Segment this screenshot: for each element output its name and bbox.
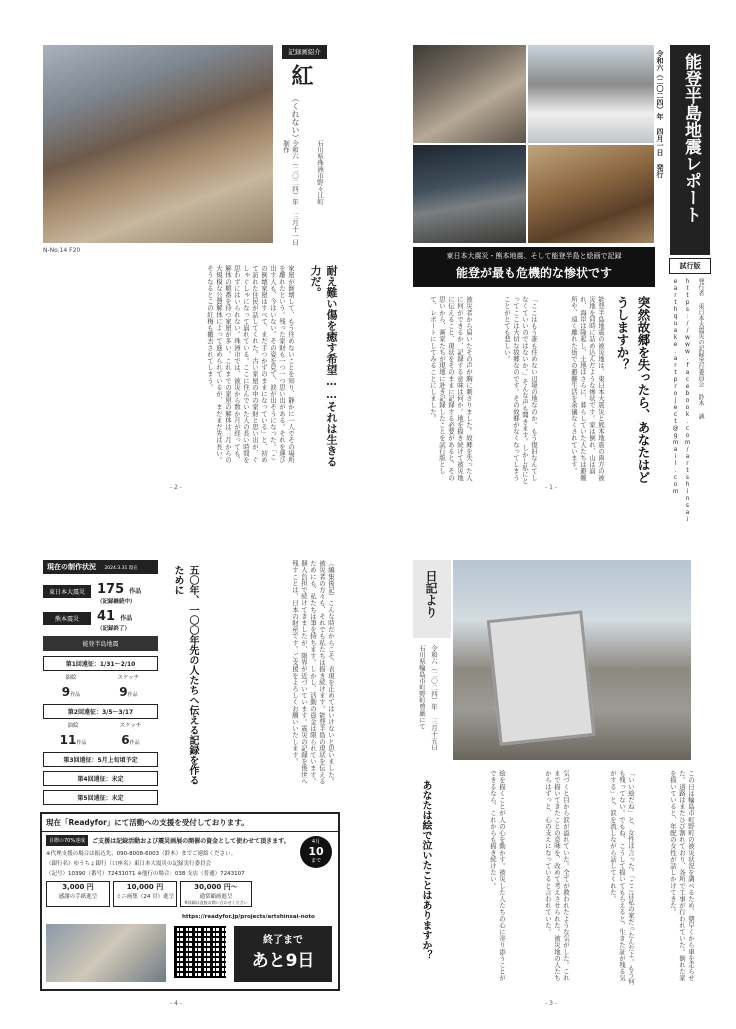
subhead: 東日本大震災・熊本地震、そして能登半島と絵画で記録 xyxy=(446,252,622,260)
p2-page-number: - 2 - xyxy=(170,484,182,491)
artwork-kurenai xyxy=(43,45,273,243)
status-row-east: 東日本大震災 175 作品 （記録継続中） xyxy=(43,579,158,603)
photo-painting-in-street xyxy=(453,560,691,760)
round3: 第3回遠征：5月上旬頃予定 xyxy=(43,752,158,767)
round2: 第2回遠征：3/5〜3/17 xyxy=(43,704,158,719)
p4-afterword: （編集後記）こんな時だからこそ、表現を止めてはいけないと思いました。被災者の方々も、それでも私たちは描き続けます。能登半島の現状を伝えるためにも、私たちは筆を持ちます。しかし、活動の資金は限られています。個人負担で続けてきましたが、限界が近づいています。震災の記録を後世へ残すことは、日本の財産です。ご支援をよろしくお願いいたします。 xyxy=(291,560,335,785)
artwork-title-reading: （くれない） xyxy=(291,94,300,142)
photo-collapsed-house xyxy=(413,45,526,143)
project-thumbnail xyxy=(46,924,166,982)
report-title: 能登半島地震レポート xyxy=(681,53,701,223)
subhead-band xyxy=(413,247,655,287)
trial-badge: 試行版 xyxy=(669,258,711,274)
ready-url[interactable]: https://readyfor.jp/projects/artshinsai-noto xyxy=(182,914,315,920)
readyfor-box xyxy=(40,812,340,991)
artwork-title: 紅 xyxy=(288,64,314,86)
p1-body-1: 能登半島地震の被災地は、東日本大震災と熊本地震の両方の被災地を同時に詰め込んだような惨状です。家は倒れ、山は崩れ、海岸は隆起し、土地はさらに、暮らしていた人たちは避難所や、遠く離れた街での避難生活を余儀なくされています。 xyxy=(570,296,605,481)
artwork-caption: N-No.14 F20 xyxy=(43,247,81,254)
round4: 第4回遠征：未定 xyxy=(43,771,158,786)
tier-row xyxy=(42,877,338,911)
deadline-badge: 4月 10 まで xyxy=(300,836,332,868)
qr-code[interactable] xyxy=(174,926,226,978)
p3-body-2: 「いい絵だね」と、女性は言った。「ここは私の家だったんだよ。もう何も残ってない。でもね、こうして描いてもらえると、生きた証が残る気がする」と、涙を流しながら話してくれた。 xyxy=(609,770,635,985)
p2-heading: 耐え難い傷を癒す希望……それは生きる力だ。 xyxy=(309,265,338,467)
noto-label: 能登半島地震 xyxy=(43,636,158,651)
bank-line-2: （記号）10390（番号）72431071 ※他行の場合：038 支店（普通）7243107 xyxy=(46,871,245,877)
status-panel xyxy=(43,560,158,810)
photo-coast-rubble xyxy=(413,145,526,243)
diary-question: あなたは絵で泣いたことはありますか？ xyxy=(420,780,431,960)
closing-statement: 五〇年、一〇〇年先の人たちへ伝える記録を作るために xyxy=(172,565,198,785)
artwork-place: 石川県珠洲市野々江町 xyxy=(316,140,324,205)
diary-place: 石川県輪島市町野町曽厳にて xyxy=(418,645,426,730)
ready-title: 現在「Readyfor」にて活動への支援を受付しております。 xyxy=(42,814,338,832)
p3-body-1: この日は輪島市町野町の被災状況を調べるため、朝早くから車を走らせた。道路はまだひび割れており、各所で工事が行われていた。倒れた家を描いていると、年配の女性が話しかけてきた。 xyxy=(669,770,695,982)
p3-page-number: - 3 - xyxy=(545,1000,557,1007)
round5: 第5回遠征：未定 xyxy=(43,790,158,805)
p3-body-3: 気づくと目から涙が溢れていた。全てが救われたような気がした。これまで描いてきたことの意味を、改めて考えさせられた。被災地の人たちからはずっと、心の支えになっていると言われていた。 xyxy=(544,770,570,982)
p1-page-number: - 1 - xyxy=(545,484,557,491)
goal-badge: 目標の70%達成 xyxy=(46,835,88,846)
bank-line-1: （銀行名）ゆうちょ銀行（口座名）東日本大震災の記録実行委員会 xyxy=(46,861,212,867)
photo-snow-street xyxy=(528,45,654,143)
round1: 第1回遠征：1/31〜2/10 xyxy=(43,656,158,671)
ready-line: 目標の70%達成 ご支援は記録活動および震災画展の開催の資金として使わせて頂きます。 xyxy=(42,832,338,849)
countdown-box: 終了まで あと9日 xyxy=(234,926,332,982)
p3-body-4: 絵を描くことが人の心を動かす。被災した人たちの心に寄り添うことができるなら、これからも描き続けたい。 xyxy=(489,770,506,982)
p4-page-number: - 4 - xyxy=(170,1000,182,1007)
issue-date: 令和六（二〇二四）年 四月一日 発行 xyxy=(656,50,664,178)
tier-3: 30,000 円〜 通常縮画進呈 ※詳細は直接お問い合わせください xyxy=(180,881,252,907)
headline: 能登が最も危機的な惨状です xyxy=(455,266,612,280)
p1-body-2: 「ここはもう誰も住めない辺境の地なのか。もう復旧なんてしなくていいのではないか。」そんな声も聞きます。しかし私にとってここは大切な故郷なのです。その故郷がなくなってしまうことがとても悲しい。 xyxy=(503,296,538,485)
diary-label-box xyxy=(413,560,451,638)
p2-body: 家屋が倒壊して、もう住めないことを知り、静かに一人でその場所を離れたという。残った家財も一つ一つ思い出がある。それを運び出す人も、今はいない。その姿を見て、涙が出そうになった。「この倒壊家屋はすべて、まだ手つかずのままになっている」と、初めて訪れた住民が話してくれた。古い家屋の中の家財と思い出が、ぐしゃぐしゃになって崩れている。ここに住んでいた人の長い時間を思わずにはいられない。珠洲市では、被災から数か月が経っても、解体の順番を待つ家屋が多い。これまでの家屋の解体は三月からの大規模な公費解体によって進められているが、まだまだ先は長い。そうなるとこの紅梅も撤去されてしまう。 xyxy=(206,265,295,463)
publisher: 発行者 東日本大震災の記録実行委員会 鈴木 誠 xyxy=(697,278,704,419)
record-tag: 記録画紹介 xyxy=(282,45,327,59)
status-row-kumamoto: 熊本震災 41 作品 （記録終了） xyxy=(43,606,158,630)
status-header: 現在の制作状況 2024.3.31 現在 xyxy=(43,560,158,574)
contact-email[interactable]: earthquake.artproject@gmail.com xyxy=(672,278,679,495)
photo-burned-town xyxy=(528,145,654,243)
diary-date: 令和六（二〇二四）年 三月十五日 xyxy=(430,645,438,751)
facebook-url[interactable]: https://www.facebook.com/artshinsai xyxy=(684,278,691,523)
artwork-date: 令和六（二〇二四）年 三月十一日 制作 xyxy=(282,140,299,246)
round2-counts: 油絵 11作品 スケッチ 6作品 xyxy=(59,723,142,747)
report-title-block xyxy=(670,45,710,255)
p1-body-3: 被災者から届いたその声が胸に刺さりました。故郷を失った人に何ができるか、記録する意味は何か。地を描き続けて被災地に伝えること、現状をそのままに記録する必要があると、その思いから、画家たちが現地に赴き記録したことを試行版として、レポートにしてみることにしました。 xyxy=(429,296,473,481)
round1-counts: 油絵 9作品 スケッチ 9作品 xyxy=(61,675,140,699)
contact-note: ※代理支援の場合は振込先、090-8008-6003（鈴木）までご連絡ください。 xyxy=(46,851,237,857)
big-question: 突然故郷を失ったら、あなたはどうしますか？ xyxy=(615,296,651,484)
held-drawing xyxy=(487,610,596,745)
tier-2: 10,000 円 ミニ画集（24 頁）進呈 xyxy=(113,881,177,907)
tier-1: 3,000 円 感謝の手紙進呈 xyxy=(46,881,110,907)
diary-title: 日記より xyxy=(424,570,438,618)
